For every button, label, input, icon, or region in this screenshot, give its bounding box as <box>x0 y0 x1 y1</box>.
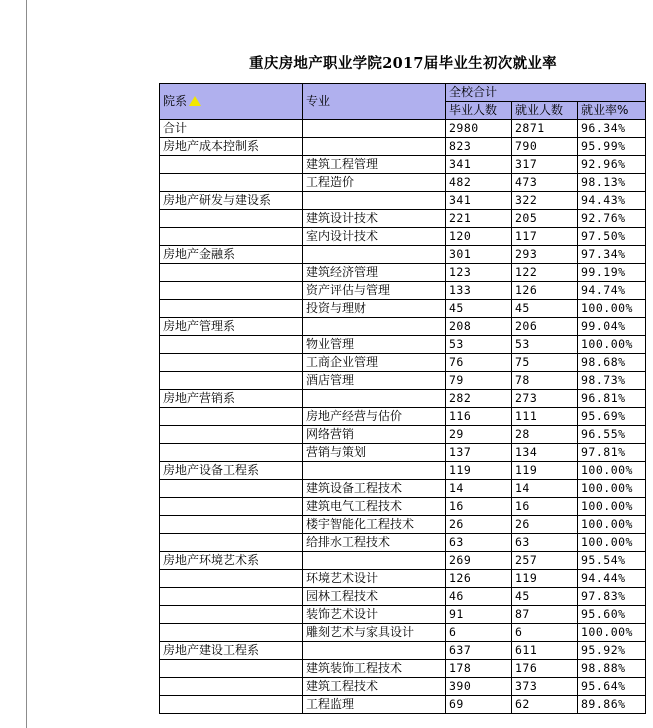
table-row <box>160 138 646 156</box>
cell-employed[interactable]: 53 <box>512 336 578 354</box>
cell-rate[interactable]: 100.00% <box>578 624 646 642</box>
cell-graduates[interactable]: 823 <box>446 138 512 156</box>
cell-graduates[interactable]: 26 <box>446 516 512 534</box>
cell-graduates[interactable]: 69 <box>446 696 512 714</box>
cell-employed[interactable]: 790 <box>512 138 578 156</box>
cell-rate[interactable]: 100.00% <box>578 534 646 552</box>
table-row <box>160 120 646 138</box>
table-row <box>160 498 646 516</box>
cell-employed[interactable]: 126 <box>512 282 578 300</box>
cell-dept[interactable] <box>160 534 303 552</box>
cell-major[interactable] <box>303 318 446 336</box>
cell-graduates[interactable]: 16 <box>446 498 512 516</box>
cell-dept[interactable] <box>160 624 303 642</box>
cell-dept[interactable]: 房地产环境艺术系 <box>160 552 303 570</box>
employment-table <box>159 83 646 714</box>
cell-rate[interactable]: 97.83% <box>578 588 646 606</box>
cell-dept[interactable]: 房地产营销系 <box>160 390 303 408</box>
cell-dept[interactable] <box>160 264 303 282</box>
cell-employed[interactable]: 87 <box>512 606 578 624</box>
cell-employed[interactable]: 134 <box>512 444 578 462</box>
cell-major[interactable]: 建筑设计技术 <box>303 210 446 228</box>
table-row <box>160 588 646 606</box>
cell-dept[interactable] <box>160 696 303 714</box>
cell-graduates[interactable]: 269 <box>446 552 512 570</box>
cell-dept[interactable] <box>160 282 303 300</box>
cell-graduates[interactable]: 341 <box>446 156 512 174</box>
table-row <box>160 516 646 534</box>
cell-graduates[interactable]: 120 <box>446 228 512 246</box>
cell-rate[interactable]: 95.60% <box>578 606 646 624</box>
cell-employed[interactable]: 317 <box>512 156 578 174</box>
table-row <box>160 318 646 336</box>
table-row <box>160 282 646 300</box>
table-row <box>160 408 646 426</box>
cell-major[interactable] <box>303 138 446 156</box>
cell-graduates[interactable]: 482 <box>446 174 512 192</box>
table-row <box>160 444 646 462</box>
header-graduates[interactable]: 毕业人数 <box>446 102 512 120</box>
cell-major[interactable]: 资产评估与管理 <box>303 282 446 300</box>
cell-major[interactable]: 建筑设备工程技术 <box>303 480 446 498</box>
cell-employed[interactable]: 119 <box>512 462 578 480</box>
header-employed[interactable]: 就业人数 <box>512 102 578 120</box>
cell-major[interactable] <box>303 642 446 660</box>
cell-employed[interactable]: 119 <box>512 570 578 588</box>
cell-rate[interactable]: 97.34% <box>578 246 646 264</box>
cell-rate[interactable]: 96.81% <box>578 390 646 408</box>
cell-rate[interactable]: 95.92% <box>578 642 646 660</box>
page-title: 重庆房地产职业学院2017届毕业生初次就业率 <box>249 55 557 72</box>
cell-rate[interactable]: 95.54% <box>578 552 646 570</box>
cell-dept[interactable] <box>160 606 303 624</box>
cell-dept[interactable] <box>160 174 303 192</box>
cell-rate[interactable]: 96.55% <box>578 426 646 444</box>
cell-graduates[interactable]: 14 <box>446 480 512 498</box>
cell-employed[interactable]: 206 <box>512 318 578 336</box>
cell-rate[interactable]: 99.19% <box>578 264 646 282</box>
cell-major[interactable]: 房地产经营与估价 <box>303 408 446 426</box>
cell-graduates[interactable]: 2980 <box>446 120 512 138</box>
cell-employed[interactable]: 473 <box>512 174 578 192</box>
table-row <box>160 174 646 192</box>
cell-employed[interactable]: 122 <box>512 264 578 282</box>
cell-employed[interactable]: 78 <box>512 372 578 390</box>
cell-major[interactable]: 室内设计技术 <box>303 228 446 246</box>
cell-employed[interactable]: 273 <box>512 390 578 408</box>
cell-graduates[interactable]: 76 <box>446 354 512 372</box>
table-row <box>160 534 646 552</box>
cell-major[interactable]: 建筑装饰工程技术 <box>303 660 446 678</box>
cell-rate[interactable]: 92.76% <box>578 210 646 228</box>
cell-employed[interactable]: 176 <box>512 660 578 678</box>
cell-rate[interactable]: 99.04% <box>578 318 646 336</box>
cell-employed[interactable]: 117 <box>512 228 578 246</box>
cell-dept[interactable] <box>160 480 303 498</box>
cell-major[interactable]: 营销与策划 <box>303 444 446 462</box>
cell-dept[interactable] <box>160 156 303 174</box>
table-row <box>160 354 646 372</box>
table-row <box>160 552 646 570</box>
cell-major[interactable]: 网络营销 <box>303 426 446 444</box>
cell-rate[interactable]: 95.99% <box>578 138 646 156</box>
cell-dept[interactable]: 房地产建设工程系 <box>160 642 303 660</box>
cell-rate[interactable]: 92.96% <box>578 156 646 174</box>
header-dept-label: 院系 <box>163 94 188 108</box>
cell-dept[interactable]: 房地产管理系 <box>160 318 303 336</box>
cell-graduates[interactable]: 63 <box>446 534 512 552</box>
header-group-total: 全校合计 <box>446 84 646 102</box>
cell-employed[interactable]: 257 <box>512 552 578 570</box>
cell-major[interactable]: 园林工程技术 <box>303 588 446 606</box>
cell-dept[interactable] <box>160 228 303 246</box>
table-row <box>160 606 646 624</box>
cell-major[interactable]: 建筑经济管理 <box>303 264 446 282</box>
cell-employed[interactable]: 6 <box>512 624 578 642</box>
cell-major[interactable]: 工程监理 <box>303 696 446 714</box>
cell-graduates[interactable]: 637 <box>446 642 512 660</box>
cell-graduates[interactable]: 126 <box>446 570 512 588</box>
cell-employed[interactable]: 63 <box>512 534 578 552</box>
cell-rate[interactable]: 97.81% <box>578 444 646 462</box>
sort-ascending-icon[interactable] <box>189 96 201 106</box>
cell-dept[interactable] <box>160 354 303 372</box>
cell-rate[interactable]: 94.43% <box>578 192 646 210</box>
table-row <box>160 660 646 678</box>
cell-graduates[interactable]: 6 <box>446 624 512 642</box>
cell-dept[interactable] <box>160 444 303 462</box>
cell-graduates[interactable]: 123 <box>446 264 512 282</box>
table-row <box>160 228 646 246</box>
cell-major[interactable] <box>303 552 446 570</box>
cell-major[interactable]: 工程造价 <box>303 174 446 192</box>
cell-graduates[interactable]: 208 <box>446 318 512 336</box>
table-row <box>160 678 646 696</box>
cell-rate[interactable]: 98.88% <box>578 660 646 678</box>
header-dept[interactable] <box>160 84 303 120</box>
cell-dept[interactable] <box>160 588 303 606</box>
cell-dept[interactable] <box>160 336 303 354</box>
table-row <box>160 246 646 264</box>
cell-major[interactable]: 投资与理财 <box>303 300 446 318</box>
cell-rate[interactable]: 94.44% <box>578 570 646 588</box>
cell-employed[interactable]: 75 <box>512 354 578 372</box>
cell-major[interactable]: 工商企业管理 <box>303 354 446 372</box>
cell-graduates[interactable]: 137 <box>446 444 512 462</box>
table-row <box>160 156 646 174</box>
table-row <box>160 696 646 714</box>
cell-graduates[interactable]: 341 <box>446 192 512 210</box>
cell-rate[interactable]: 97.50% <box>578 228 646 246</box>
cell-rate[interactable]: 100.00% <box>578 336 646 354</box>
cell-dept[interactable] <box>160 516 303 534</box>
cell-rate[interactable]: 94.74% <box>578 282 646 300</box>
cell-dept[interactable]: 房地产金融系 <box>160 246 303 264</box>
cell-dept[interactable] <box>160 570 303 588</box>
cell-employed[interactable]: 28 <box>512 426 578 444</box>
cell-major[interactable] <box>303 390 446 408</box>
cell-major[interactable] <box>303 462 446 480</box>
cell-major[interactable] <box>303 246 446 264</box>
cell-dept[interactable] <box>160 678 303 696</box>
cell-dept[interactable]: 房地产设备工程系 <box>160 462 303 480</box>
table-row <box>160 624 646 642</box>
table-row <box>160 210 646 228</box>
cell-rate[interactable]: 100.00% <box>578 498 646 516</box>
cell-graduates[interactable]: 29 <box>446 426 512 444</box>
cell-rate[interactable]: 98.73% <box>578 372 646 390</box>
cell-graduates[interactable]: 178 <box>446 660 512 678</box>
cell-rate[interactable]: 96.34% <box>578 120 646 138</box>
cell-graduates[interactable]: 45 <box>446 300 512 318</box>
cell-major[interactable]: 雕刻艺术与家具设计 <box>303 624 446 642</box>
cell-employed[interactable]: 373 <box>512 678 578 696</box>
cell-dept[interactable]: 房地产成本控制系 <box>160 138 303 156</box>
cell-major[interactable]: 建筑工程管理 <box>303 156 446 174</box>
cell-rate[interactable]: 100.00% <box>578 480 646 498</box>
cell-rate[interactable]: 98.68% <box>578 354 646 372</box>
cell-rate[interactable]: 89.86% <box>578 696 646 714</box>
cell-major[interactable]: 给排水工程技术 <box>303 534 446 552</box>
cell-rate[interactable]: 98.13% <box>578 174 646 192</box>
cell-employed[interactable]: 611 <box>512 642 578 660</box>
cell-graduates[interactable]: 301 <box>446 246 512 264</box>
cell-major[interactable]: 建筑工程技术 <box>303 678 446 696</box>
table-row <box>160 390 646 408</box>
cell-employed[interactable]: 14 <box>512 480 578 498</box>
cell-graduates[interactable]: 390 <box>446 678 512 696</box>
table-row <box>160 426 646 444</box>
cell-employed[interactable]: 293 <box>512 246 578 264</box>
table-row <box>160 336 646 354</box>
cell-dept[interactable] <box>160 372 303 390</box>
table-row <box>160 372 646 390</box>
cell-graduates[interactable]: 91 <box>446 606 512 624</box>
header-rate[interactable]: 就业率% <box>578 102 646 120</box>
table-row <box>160 264 646 282</box>
cell-graduates[interactable]: 282 <box>446 390 512 408</box>
cell-graduates[interactable]: 119 <box>446 462 512 480</box>
cell-employed[interactable]: 2871 <box>512 120 578 138</box>
cell-graduates[interactable]: 221 <box>446 210 512 228</box>
cell-employed[interactable]: 322 <box>512 192 578 210</box>
left-margin-rule <box>26 0 27 728</box>
cell-graduates[interactable]: 116 <box>446 408 512 426</box>
cell-major[interactable]: 物业管理 <box>303 336 446 354</box>
cell-employed[interactable]: 26 <box>512 516 578 534</box>
cell-major[interactable]: 楼宇智能化工程技术 <box>303 516 446 534</box>
cell-dept[interactable] <box>160 300 303 318</box>
cell-graduates[interactable]: 79 <box>446 372 512 390</box>
cell-dept[interactable] <box>160 498 303 516</box>
cell-graduates[interactable]: 53 <box>446 336 512 354</box>
cell-dept[interactable] <box>160 426 303 444</box>
cell-employed[interactable]: 111 <box>512 408 578 426</box>
table-row <box>160 642 646 660</box>
table-row <box>160 480 646 498</box>
cell-employed[interactable]: 205 <box>512 210 578 228</box>
table-row <box>160 192 646 210</box>
cell-rate[interactable]: 100.00% <box>578 300 646 318</box>
cell-employed[interactable]: 45 <box>512 300 578 318</box>
cell-rate[interactable]: 100.00% <box>578 516 646 534</box>
cell-dept[interactable] <box>160 660 303 678</box>
cell-rate[interactable]: 100.00% <box>578 462 646 480</box>
cell-rate[interactable]: 95.64% <box>578 678 646 696</box>
cell-employed[interactable]: 16 <box>512 498 578 516</box>
cell-dept[interactable] <box>160 210 303 228</box>
header-major[interactable]: 专业 <box>303 84 446 120</box>
cell-major[interactable]: 装饰艺术设计 <box>303 606 446 624</box>
cell-major[interactable] <box>303 120 446 138</box>
table-row <box>160 300 646 318</box>
cell-employed[interactable]: 45 <box>512 588 578 606</box>
cell-major[interactable] <box>303 192 446 210</box>
cell-dept[interactable] <box>160 408 303 426</box>
cell-rate[interactable]: 95.69% <box>578 408 646 426</box>
cell-major[interactable]: 环境艺术设计 <box>303 570 446 588</box>
table-body <box>160 120 646 714</box>
cell-major[interactable]: 建筑电气工程技术 <box>303 498 446 516</box>
cell-graduates[interactable]: 133 <box>446 282 512 300</box>
cell-dept[interactable]: 房地产研发与建设系 <box>160 192 303 210</box>
cell-employed[interactable]: 62 <box>512 696 578 714</box>
cell-graduates[interactable]: 46 <box>446 588 512 606</box>
table-row <box>160 570 646 588</box>
cell-major[interactable]: 酒店管理 <box>303 372 446 390</box>
cell-dept[interactable]: 合计 <box>160 120 303 138</box>
table-row <box>160 462 646 480</box>
